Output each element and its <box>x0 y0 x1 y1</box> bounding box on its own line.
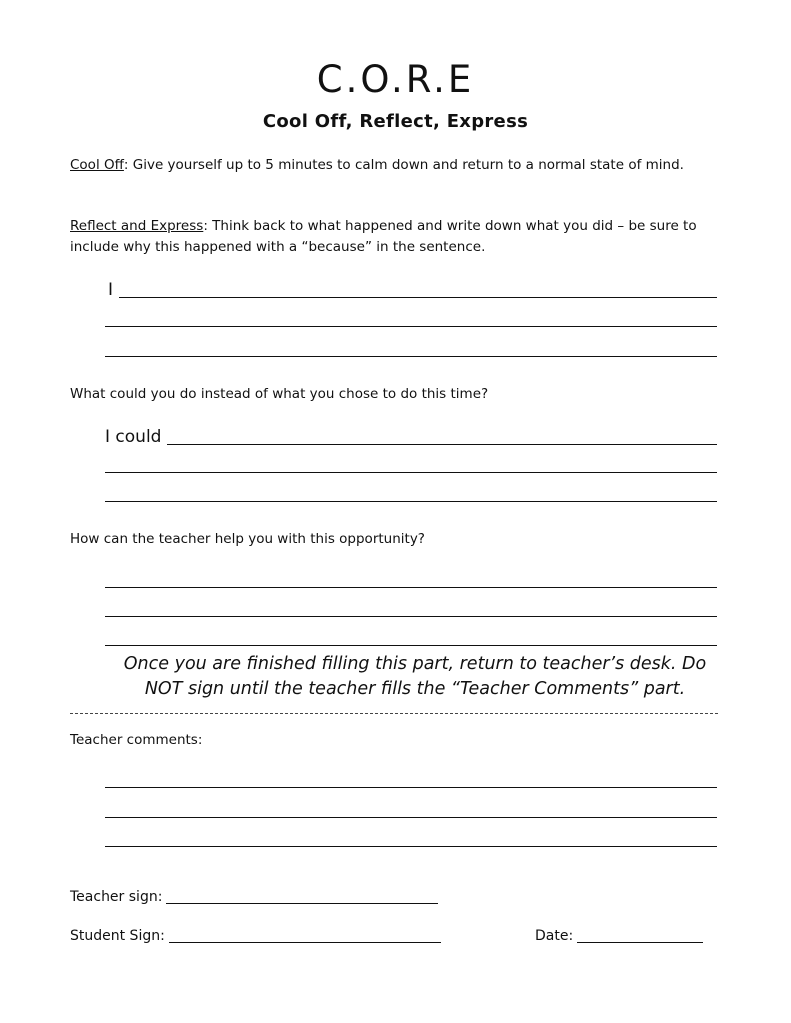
reflect-lead-word: I <box>108 280 114 300</box>
instead-lead-row[interactable] <box>105 423 717 447</box>
reflect-answer-line-2[interactable] <box>105 326 717 327</box>
teacher-comments-line-1[interactable] <box>105 787 717 788</box>
teacher-sign-line[interactable] <box>166 903 438 904</box>
reflect-text: : Think back to what happened and write down what you did – be sure to include why this happened with a “because” in the sentence. <box>70 218 697 255</box>
finish-notice-line-1: Once you are finished filling this part, return to teacher’s desk. Do <box>123 654 707 674</box>
finish-notice <box>70 652 760 702</box>
instead-answer-line-2[interactable] <box>105 472 717 473</box>
teacher-help-question: How can the teacher help you with this opportunity? <box>70 531 425 547</box>
instead-lead-word: I could <box>105 427 162 447</box>
student-sign-line[interactable] <box>169 942 441 943</box>
page-subtitle: Cool Off, Reflect, Express <box>262 111 529 132</box>
cool-off-label: Cool Off <box>70 157 124 173</box>
date-line[interactable] <box>577 942 703 943</box>
teacher-help-line-1[interactable] <box>105 587 717 588</box>
teacher-comments-label: Teacher comments: <box>70 732 203 748</box>
reflect-answer-line-1[interactable] <box>119 297 717 298</box>
instead-question: What could you do instead of what you chose to do this time? <box>70 386 489 402</box>
teacher-comments-line-2[interactable] <box>105 817 717 818</box>
student-sign-label: Student Sign: <box>70 928 165 944</box>
reflect-lead-row[interactable] <box>108 276 717 300</box>
page-title: C.O.R.E <box>316 58 475 101</box>
instead-answer-line-1[interactable] <box>167 444 717 445</box>
date-label: Date: <box>535 928 574 944</box>
cool-off-paragraph <box>70 155 730 176</box>
teacher-sign-row <box>70 886 438 906</box>
cool-off-text: : Give yourself up to 5 minutes to calm down and return to a normal state of mind. <box>123 157 684 173</box>
instead-answer-line-3[interactable] <box>105 501 717 502</box>
reflect-label: Reflect and Express <box>70 218 204 234</box>
teacher-help-line-2[interactable] <box>105 616 717 617</box>
reflect-answer-line-3[interactable] <box>105 356 717 357</box>
teacher-help-line-3[interactable] <box>105 645 717 646</box>
student-sign-row <box>70 925 441 945</box>
finish-notice-line-2: NOT sign until the teacher fills the “Teacher Comments” part. <box>144 679 686 699</box>
date-row <box>535 925 703 945</box>
reflect-paragraph <box>70 216 730 258</box>
teacher-sign-label: Teacher sign: <box>70 889 163 905</box>
teacher-comments-line-3[interactable] <box>105 846 717 847</box>
section-divider <box>70 713 718 714</box>
